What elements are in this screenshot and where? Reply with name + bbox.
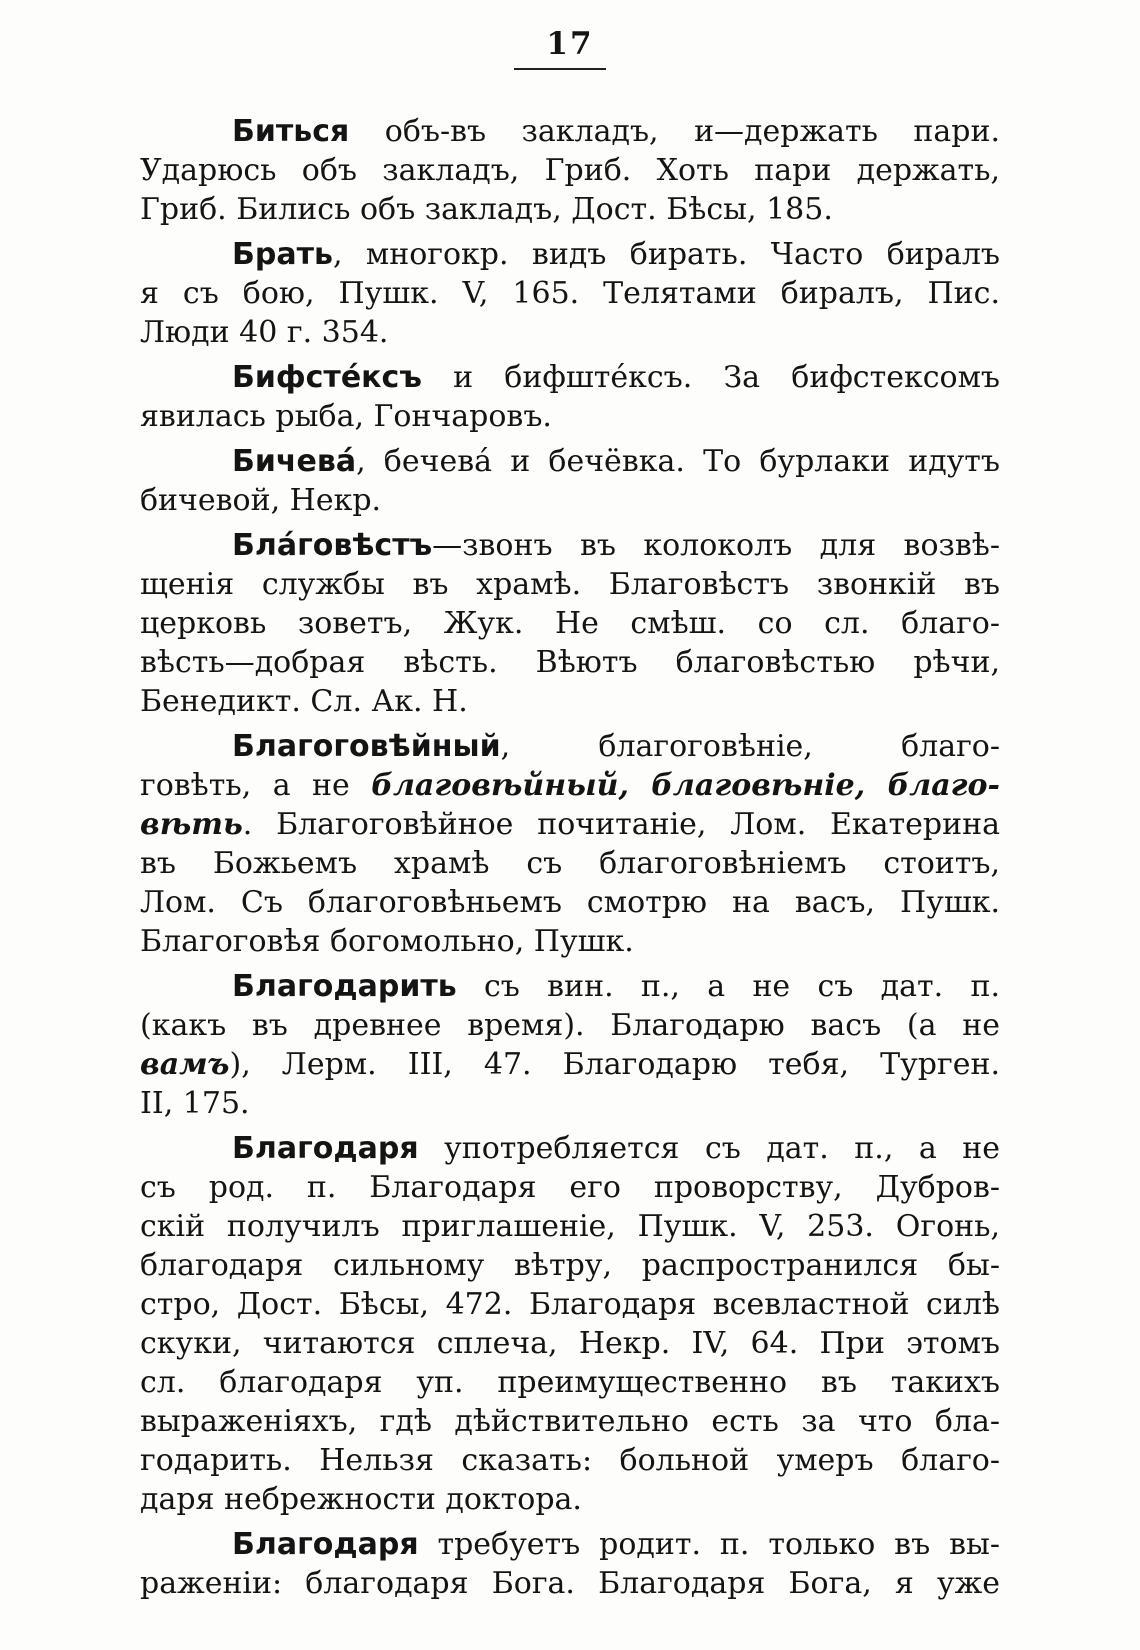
page-number: 17 [546,26,594,62]
text-line [140,844,1000,883]
text-line [140,922,1000,961]
text-line [140,604,1000,643]
text-segment: щенія службы въ храмѣ. Благовѣстъ звонкій въ [140,567,1000,602]
text-line [140,1246,1000,1285]
text-segment: явилась рыба, Гончаровъ. [140,399,552,434]
text-segment: раженіи: благодаря Бога. Благодаря Бога, я уже [140,1566,1000,1601]
text-line [140,1285,1000,1324]
headword: Брать [232,237,333,272]
text-line [140,481,1000,520]
dictionary-text [140,112,1000,1603]
text-segment: сл. благодаря уп. преимущественно въ такихъ [140,1365,1000,1400]
text-segment: требуетъ родит. п. только въ вы- [418,1527,1000,1562]
text-line [140,1045,1000,1084]
text-segment: , бечевá и бечёвка. То бурлаки идутъ [356,444,1000,479]
text-segment: стро, Дост. Бѣсы, 472. Благодаря всевластной силѣ [140,1287,1000,1322]
text-segment: и бифштéксъ. За бифстексомъ [421,360,1000,395]
text-segment: говѣть, а не [140,768,372,803]
text-segment: вѣсть—добрая вѣсть. Вѣютъ благовѣстью рѣчи, [140,645,1000,680]
headword: Благоговѣйный [232,729,501,764]
text-line [140,442,1000,481]
italic-form: вѣть [140,807,243,842]
italic-form: благовѣйный, благовѣніе, благо- [371,768,1000,803]
headword: Благодаря [232,1131,419,1166]
text-line [140,526,1000,565]
text-segment: даря небрежности доктора. [140,1482,582,1517]
dictionary-entry [140,235,1000,352]
text-line [140,1006,1000,1045]
italic-form: вамъ [140,1047,230,1082]
text-segment: Гриб. Бились объ закладъ, Дост. Бѣсы, 185. [140,192,833,227]
text-line [140,1564,1000,1603]
text-segment: употребляется съ дат. п., а не [418,1131,1000,1166]
text-line [140,1480,1000,1519]
text-line [140,682,1000,721]
text-line [140,883,1000,922]
text-line [140,1207,1000,1246]
text-segment: Ударюсь объ закладъ, Гриб. Хоть пари держать, [140,153,1000,188]
text-line [140,805,1000,844]
text-segment: II, 175. [140,1086,250,1121]
text-segment: Бенедикт. Сл. Ак. Н. [140,684,468,719]
text-segment: , благоговѣніе, благо- [500,729,1000,764]
headword: Биться [232,114,350,149]
text-line [140,397,1000,436]
headword: Бифстéксъ [232,360,422,395]
text-segment: (какъ въ древнее время). Благодарю васъ (а не [140,1008,1000,1043]
dictionary-entry [140,1525,1000,1603]
headword: Бичевá [232,444,357,479]
text-segment: въ Божьемъ храмѣ съ благоговѣніемъ стоитъ, [140,846,1000,881]
text-line [140,358,1000,397]
text-line [140,1084,1000,1123]
text-line [140,1402,1000,1441]
text-line [140,1324,1000,1363]
text-line [140,565,1000,604]
text-segment: Благоговѣя богомольно, Пушк. [140,924,634,959]
headword: Благодарить [232,969,457,1004]
text-line [140,1168,1000,1207]
text-segment: съ род. п. Благодаря его проворству, Дубров- [140,1170,1000,1205]
text-line [140,967,1000,1006]
text-line [140,727,1000,766]
dictionary-entry [140,1129,1000,1519]
text-segment: , многокр. видъ бирать. Часто биралъ [332,237,1000,272]
page-number-rule [514,68,606,70]
text-segment: . Благоговѣйное почитаніе, Лом. Екатерина [242,807,1000,842]
text-segment: скій получилъ приглашеніе, Пушк. V, 253. Огонь, [140,1209,1000,1244]
text-line [140,151,1000,190]
dictionary-entry [140,358,1000,436]
text-line [140,313,1000,352]
text-segment: я съ бою, Пушк. V, 165. Телятами биралъ, Пис. [140,276,1000,311]
text-segment: —звонъ въ колоколъ для возвѣ- [432,528,1000,563]
text-line [140,643,1000,682]
text-segment: объ-въ закладъ, и—держать пари. [349,114,1000,149]
dictionary-entry [140,727,1000,961]
text-segment: съ вин. п., а не съ дат. п. [456,969,1000,1004]
dictionary-entry [140,526,1000,721]
text-line [140,1525,1000,1564]
dictionary-entry [140,967,1000,1123]
text-line [140,112,1000,151]
text-line [140,1441,1000,1480]
text-segment: церковь зоветъ, Жук. Не смѣш. со сл. благо- [140,606,1000,641]
text-segment: бичевой, Некр. [140,483,382,518]
dictionary-entry [140,112,1000,229]
dictionary-entry [140,442,1000,520]
text-line [140,1363,1000,1402]
text-segment: годарить. Нельзя сказать: больной умеръ благо- [140,1443,1000,1478]
text-segment: скуки, читаются сплеча, Некр. IV, 64. При этомъ [140,1326,1000,1361]
text-line [140,1129,1000,1168]
headword: Блáговѣстъ [232,528,433,563]
text-line [140,235,1000,274]
text-line [140,274,1000,313]
text-segment: Люди 40 г. 354. [140,315,389,350]
headword: Благодаря [232,1527,419,1562]
text-segment: Лом. Съ благоговѣньемъ смотрю на васъ, Пушк. [140,885,1000,920]
text-segment: ), Лерм. III, 47. Благодарю тебя, Турген. [229,1047,1000,1082]
text-segment: благодаря сильному вѣтру, распространился бы- [140,1248,1000,1283]
text-line [140,190,1000,229]
text-segment: выраженіяхъ, гдѣ дѣйствительно есть за что бла- [140,1404,1000,1439]
text-line [140,766,1000,805]
